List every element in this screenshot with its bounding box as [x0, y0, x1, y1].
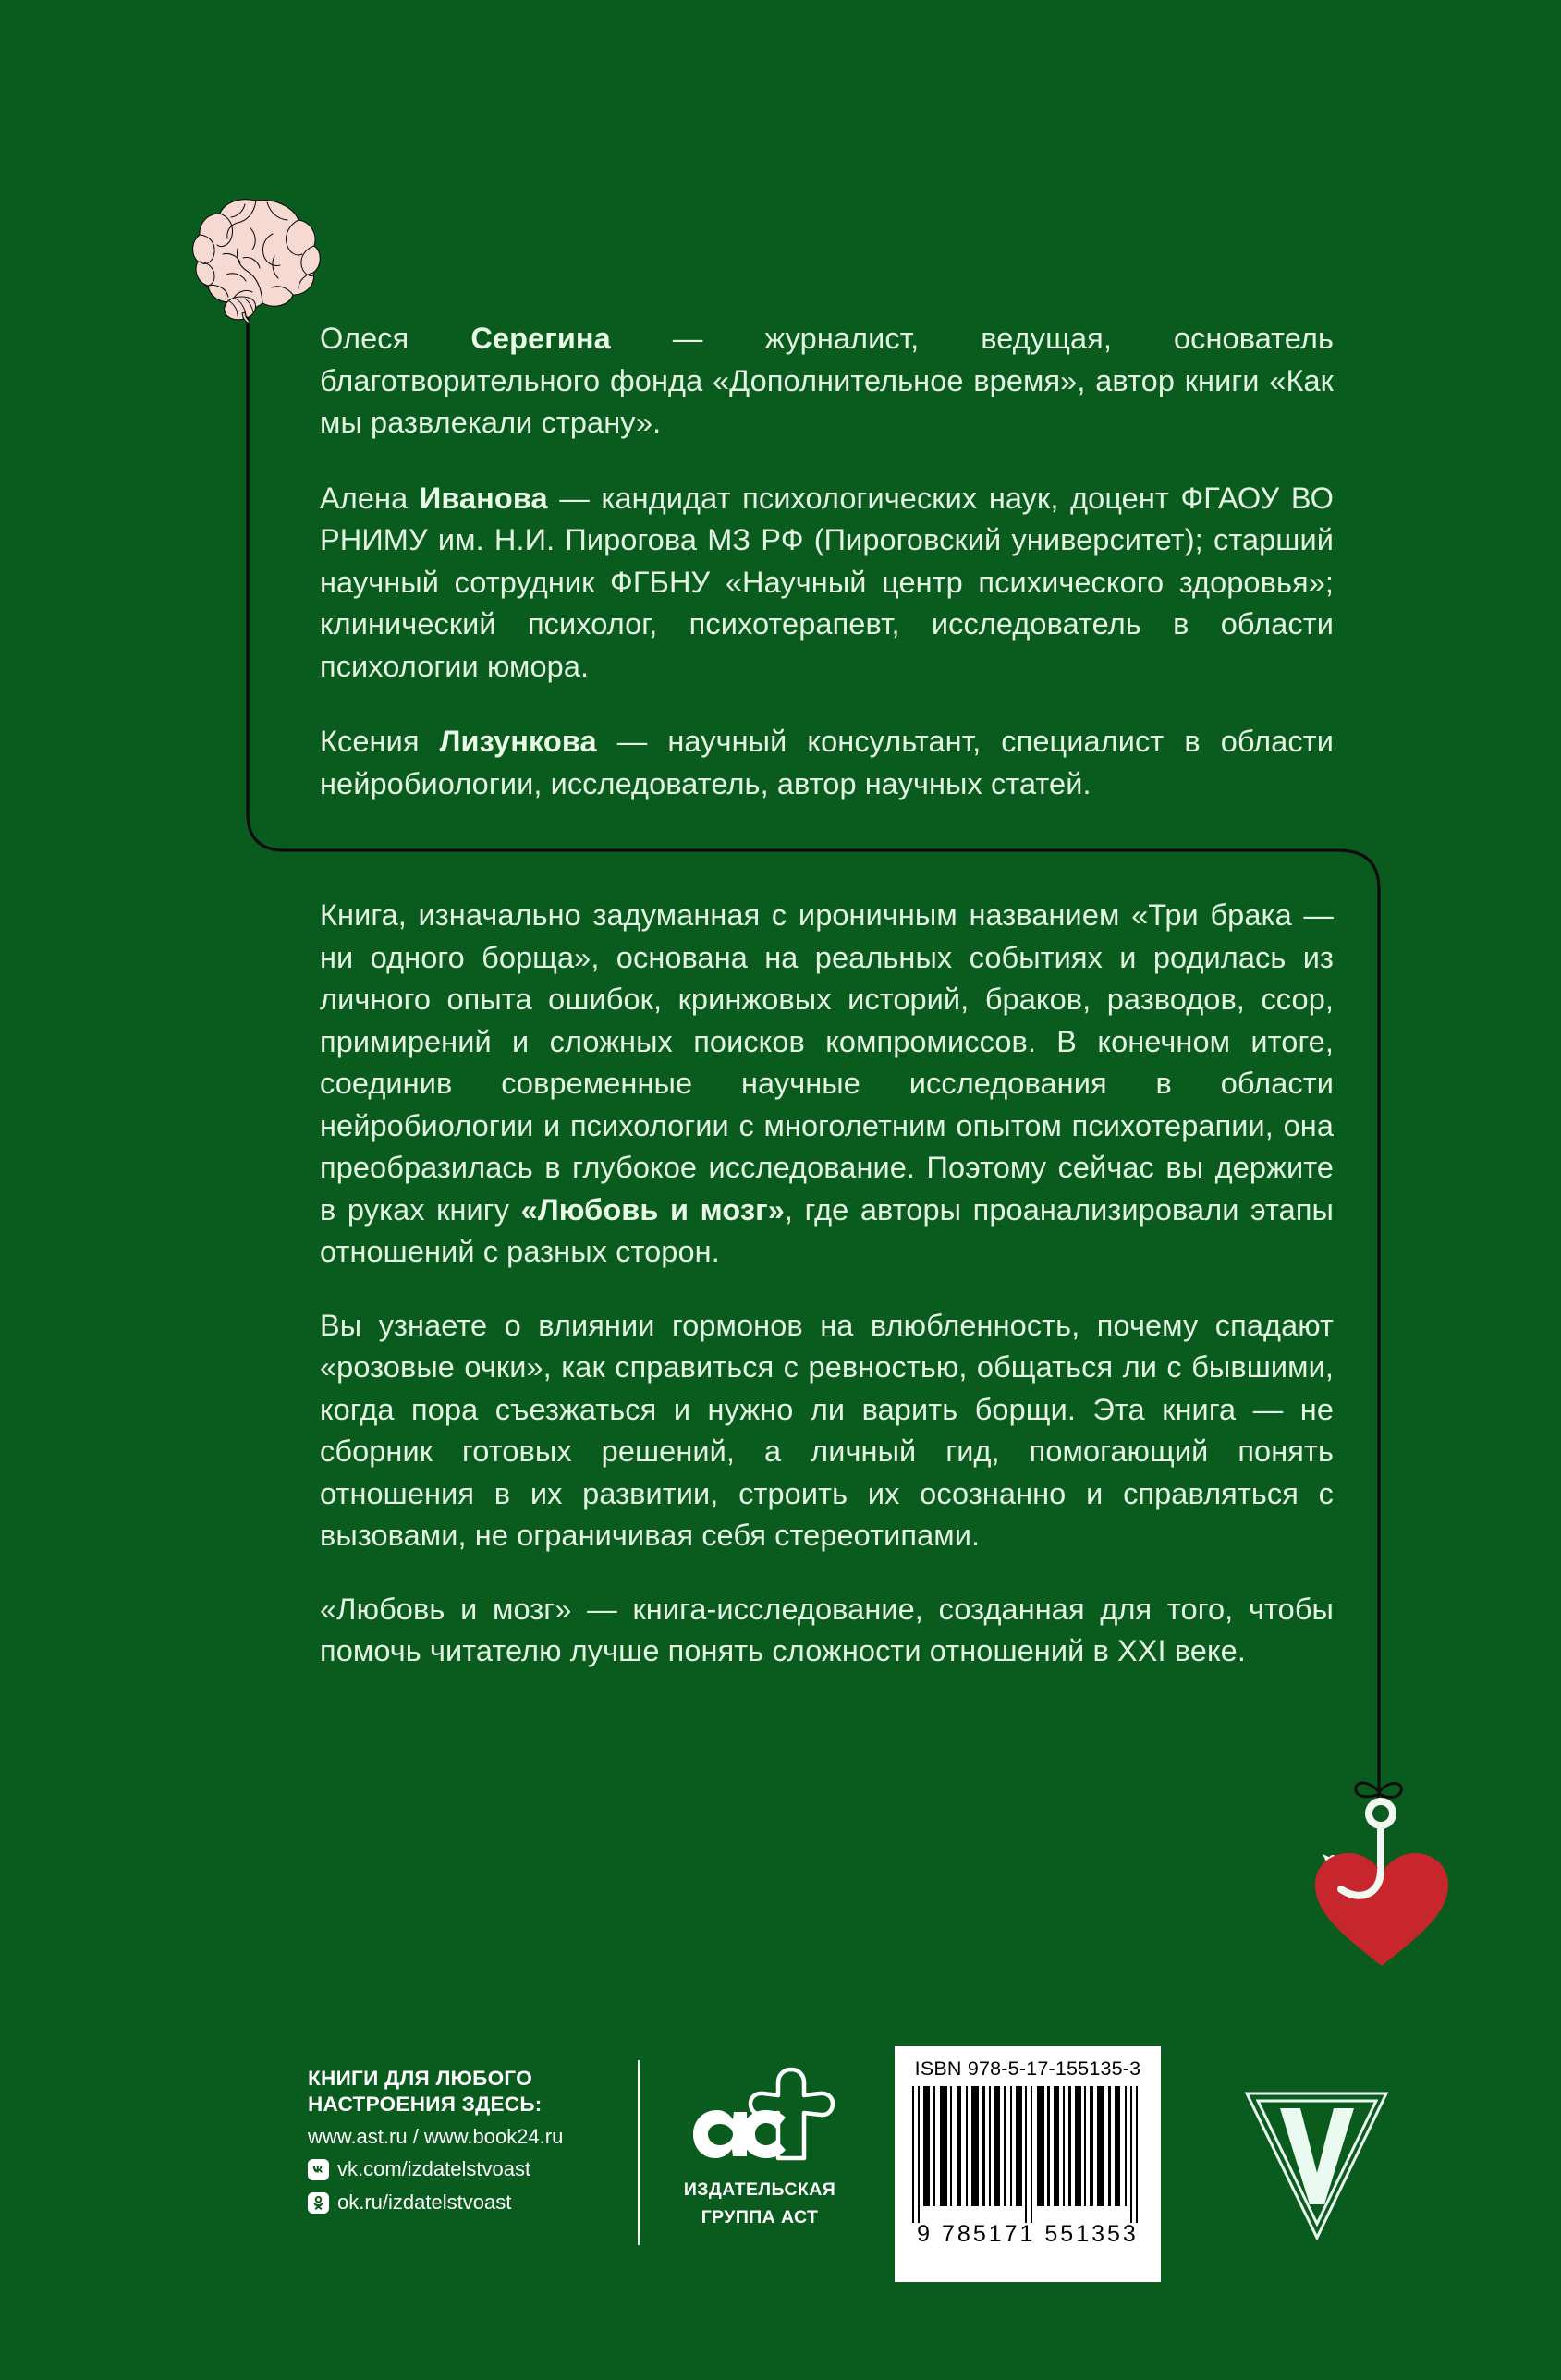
- author-bio-2: [320, 478, 1334, 689]
- promo-heading-line-2: НАСТРОЕНИЯ ЗДЕСЬ:: [308, 2093, 543, 2116]
- author-3-last: Лизункова: [439, 725, 597, 758]
- triangle-v-logo-icon: [1236, 2073, 1397, 2244]
- author-1-first: Олеся: [320, 322, 471, 355]
- publisher-websites[interactable]: www.ast.ru / www.book24.ru: [308, 2125, 564, 2148]
- author-1-last: Серегина: [470, 322, 611, 355]
- ok-row[interactable]: [308, 2189, 613, 2216]
- blurb-paragraph-2: Вы узнаете о влиянии гормонов на влюбленность, почему спадают «розовые очки», как справиться с ревностью, общаться ли с бывшими, когда пора съезжаться и нужно ли варить борщи. Эта книга — не сборник готовых решений, а личный гид, помогающий понять отношения в их развитии, строить их осознанно и справляться с вызовами, не ограничивая себя стереотипами.: [320, 1308, 1334, 1552]
- heart-on-hook-icon: [1289, 1751, 1483, 1973]
- barcode-block: [895, 2046, 1161, 2282]
- authors-section: [320, 318, 1334, 838]
- author-bio-3: [320, 721, 1334, 805]
- blurb-1-before: Книга, изначально задуманная с ироничным названием «Три брака — ни одного борща», основана на реальных событиях и родилась из личного опыта ошибок, кринжовых историй, браков, разводов, ссор, примирений и сложных поисков компромиссов. В конечном итоге, соединив современные научные исследования в области нейробиологии и психологии с многолетним опытом психотерапии, она преобразилась в глубокое исследование. Поэтому сейчас вы держите в руках книгу: [320, 898, 1334, 1227]
- promo-block: [308, 2066, 613, 2216]
- author-3-desc: — научный консультант, специалист в области нейробиологии, исследователь, автор научных статей.: [320, 725, 1335, 800]
- ast-logo-block: [667, 2062, 852, 2228]
- author-1-desc: — журналист, ведущая, основатель благотворительного фонда «Дополнительное время», автор книги «Как мы развлекали страну».: [320, 322, 1334, 439]
- ast-caption-line-1: ИЗДАТЕЛЬСКАЯ: [683, 2179, 836, 2200]
- promo-heading-line-1: КНИГИ ДЛЯ ЛЮБОГО: [308, 2067, 532, 2090]
- author-3-first: Ксения: [320, 725, 440, 758]
- brain-icon: [189, 197, 330, 323]
- barcode-digits: 9 785171 551353: [917, 2221, 1139, 2247]
- author-2-first: Алена: [320, 481, 420, 515]
- ok-icon[interactable]: [308, 2192, 329, 2214]
- book-title-inline: «Любовь и мозг»: [520, 1192, 785, 1227]
- blurb-paragraph-3: «Любовь и мозг» — книга-исследование, созданная для того, чтобы помочь читателю лучше понять сложности отношений в XXI веке.: [320, 1592, 1334, 1667]
- ast-caption-line-2: ГРУППА АСТ: [701, 2207, 819, 2227]
- ast-logo-icon: [682, 2062, 837, 2173]
- blurb-1-after: , где авторы проанализировали этапы отношений с разных сторон.: [320, 1192, 1334, 1268]
- vertical-divider: [638, 2060, 640, 2245]
- isbn-label: ISBN 978-5-17-155135-3: [914, 2057, 1141, 2080]
- author-bio-1: [320, 318, 1334, 445]
- blurb-paragraph-1: [320, 895, 1334, 1274]
- ok-link-text[interactable]: ok.ru/izdatelstvoast: [337, 2191, 512, 2214]
- vk-row[interactable]: [308, 2155, 613, 2183]
- vk-link-text[interactable]: vk.com/izdatelstvoast: [337, 2157, 531, 2180]
- author-2-last: Иванова: [419, 481, 548, 515]
- blurb-section: [320, 895, 1334, 1673]
- vk-icon[interactable]: [308, 2159, 329, 2180]
- author-2-desc: — кандидат психологических наук, доцент ФГАОУ ВО РНИМУ им. Н.И. Пирогова МЗ РФ (Пироговский университет); старший научный сотрудник ФГБНУ «Научный центр психического здоровья»; клинический психолог, психотерапевт, исследователь в области психологии юмора.: [320, 481, 1334, 683]
- barcode-bars: [909, 2086, 1147, 2223]
